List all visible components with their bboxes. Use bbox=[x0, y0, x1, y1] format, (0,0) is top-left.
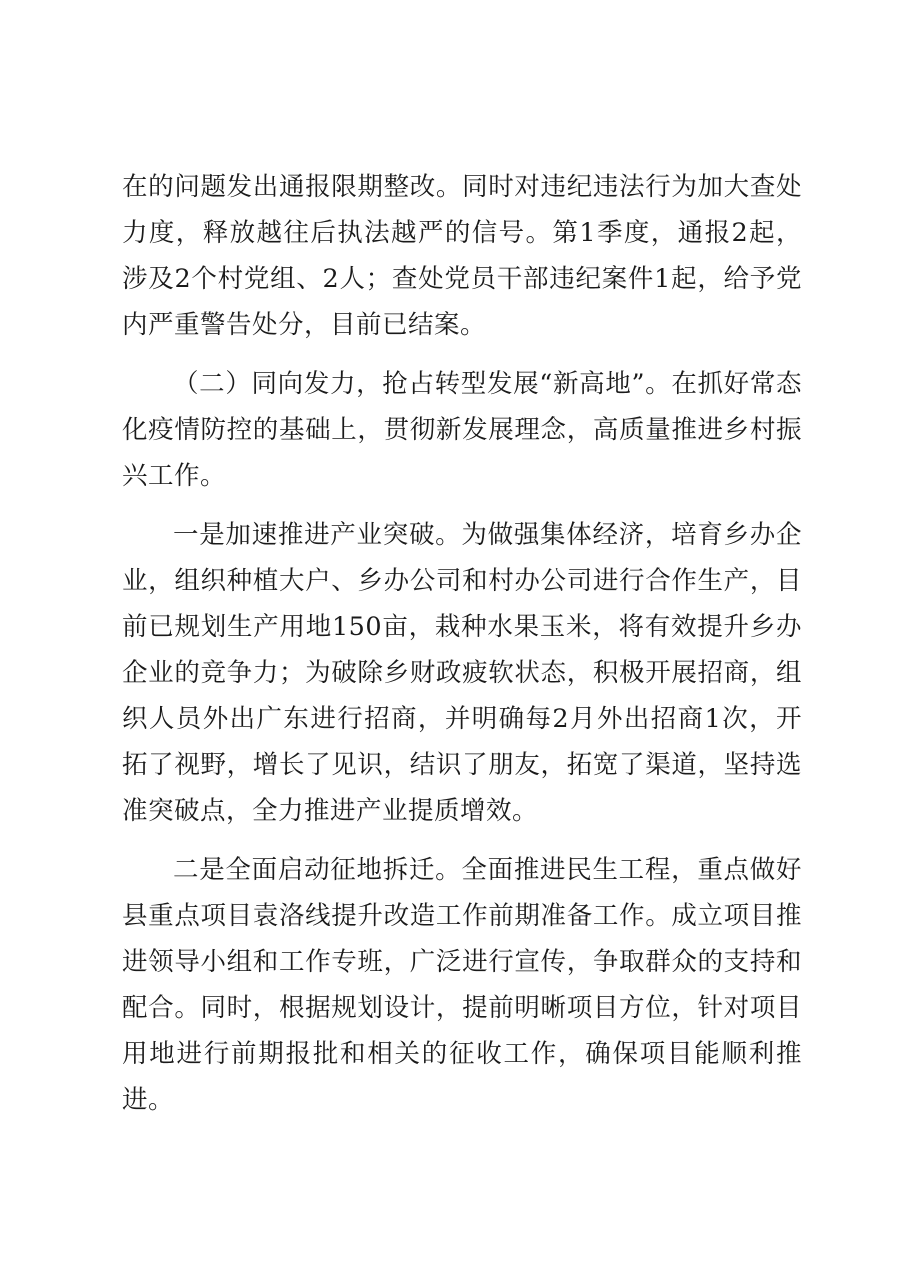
paragraph-industry-breakthrough: 一是加速推进产业突破。为做强集体经济，培育乡办企业，组织种植大户、乡办公司和村办公司进行合作生产，目前已规划生产用地150亩，栽种水果玉米，将有效提升乡办企业的竞争力；为破除乡财政疲软状态，积极开展招商，组织人员外出广东进行招商，并明确每2月外出招商1次，开拓了视野，增长了见识，结识了朋友，拓宽了渠道，坚持选准突破点，全力推进产业提质增效。 bbox=[122, 520, 802, 826]
paragraph-land-acquisition: 二是全面启动征地拆迁。全面推进民生工程，重点做好县重点项目袁洛线提升改造工作前期准备工作。成立项目推进领导小组和工作专班，广泛进行宣传，争取群众的支持和配合。同时，根据规划设计，提前明晰项目方位，针对项目用地进行前期报批和相关的征收工作，确保项目能顺利推进。 bbox=[122, 855, 802, 1115]
paragraph-continuation: 在的问题发出通报限期整改。同时对违纪违法行为加大查处力度，释放越往后执法越严的信号。第1季度，通报2起，涉及2个村党组、2人；查处党员干部违纪案件1起，给予党内严重警告处分，目前已结案。 bbox=[122, 172, 802, 340]
document-body bbox=[122, 164, 802, 1136]
paragraph-section-two-heading: （二）同向发力，抢占转型发展“新高地”。在抓好常态化疫情防控的基础上，贯彻新发展理念，高质量推进乡村振兴工作。 bbox=[122, 369, 802, 491]
